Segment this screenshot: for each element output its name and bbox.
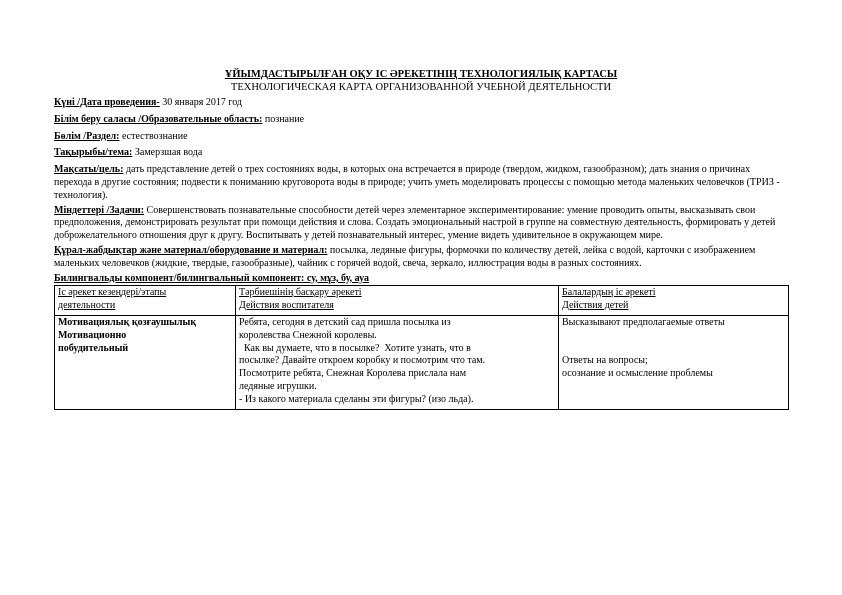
bilingual-label: Билингвальды компонент/билингвальный компонент: — [54, 272, 305, 284]
materials-label: Құрал-жабдықтар және материал/оборудование и материал: — [54, 244, 328, 256]
children-line: осознание и осмысление проблемы — [562, 368, 713, 380]
title-russian: ТЕХНОЛОГИЧЕСКАЯ КАРТА ОРГАНИЗОВАННОЙ УЧЕБНОЙ ДЕЯТЕЛЬНОСТИ — [230, 82, 612, 93]
header-teacher — [236, 286, 559, 316]
topic-line — [54, 147, 788, 160]
header-children — [559, 286, 789, 316]
date-line — [54, 97, 788, 110]
header-teacher-ru: Действия воспитателя — [239, 300, 334, 312]
teacher-line: посылке? Давайте откроем коробку и посмотрим что там. — [239, 355, 486, 367]
tasks-text: Совершенствовать познавательные способности детей через элементарное экспериментирование: умение проводить опыты, высказывать свои предположения, демонстрировать результат при помощи действия и слова. Создать эмоциональный настрой в группе на совместную деятельность, формировать у детей доброжелательного отношения друг к другу. Воспитывать у детей познавательный интерес, умение видеть удивительное в окружающем мире. — [54, 204, 776, 242]
bilingual-value: су, мұз, бу, ауа — [304, 272, 369, 284]
tasks-label: Міндеттері /Задачи: — [54, 204, 145, 216]
children-line — [562, 330, 785, 343]
materials-text: посылка, ледяные фигуры, формочки по количеству детей, лейка с водой, карточки с изображением маленьких человечков (жидкие, твердые, газообразные), чайник с горячей водой, свеча, зеркало, иллюстрация воды в разных состояниях. — [54, 244, 756, 269]
children-line: Высказывают предполагаемые ответы — [562, 316, 725, 328]
section-line — [54, 131, 788, 144]
stage-line: побудительный — [58, 342, 129, 354]
header-children-ru: Действия детей — [562, 300, 629, 312]
activity-table — [54, 285, 789, 409]
header-teacher-kz: Тәрбиешінің басқару әрекеті — [239, 287, 362, 299]
area-label: Білім беру саласы /Образовательные область: — [54, 113, 263, 125]
topic-value: Замерзшая вода — [132, 147, 203, 159]
header-stages-ru: деятельности — [58, 300, 116, 312]
title-kazakh: ҰЙЫМДАСТЫРЫЛҒАН ОҚУ ІС ӘРЕКЕТІНІҢ ТЕХНОЛОГИЯЛЫҚ КАРТАСЫ — [224, 69, 618, 80]
teacher-line: Посмотрите ребята, Снежная Королева прислала нам — [239, 368, 467, 380]
section-label: Бөлім /Раздел: — [54, 130, 120, 142]
header-children-kz: Балалардың іс әрекеті — [562, 287, 656, 299]
teacher-line: ледяные игрушки. — [239, 380, 317, 392]
teacher-line: Ребята, сегодня в детский сад пришла посылка из — [239, 316, 451, 328]
bilingual-line — [54, 273, 788, 286]
tasks-paragraph — [54, 205, 788, 243]
goal-label: Мақсаты/цель: — [54, 164, 124, 176]
children-line — [562, 343, 785, 356]
goal-paragraph — [54, 164, 788, 202]
children-line: Ответы на вопросы; — [562, 355, 648, 367]
table-row — [55, 315, 789, 409]
date-value: 30 января 2017 год — [159, 97, 243, 108]
materials-paragraph — [54, 245, 788, 271]
teacher-line: королевства Снежной королевы. — [239, 329, 377, 341]
table-header-row — [55, 286, 789, 316]
teacher-line: - Из какого материала сделаны эти фигуры? (изо льда). — [239, 393, 474, 405]
area-line — [54, 114, 788, 127]
area-value: познание — [262, 113, 305, 125]
stage-cell — [55, 315, 236, 409]
header-stages — [55, 286, 236, 316]
stage-line: Мотивационно — [58, 329, 127, 341]
date-label: Күні /Дата проведения- — [54, 97, 160, 108]
topic-label: Тақырыбы/тема: — [54, 147, 133, 159]
teacher-line: Как вы думаете, что в посылке? Хотите узнать, что в — [239, 342, 471, 354]
stage-line: Мотивациялық қозғаушылық — [58, 316, 197, 328]
children-cell — [559, 315, 789, 409]
teacher-cell — [236, 315, 559, 409]
document-page — [54, 68, 788, 410]
goal-text: дать представление детей о трех состояниях воды, в которых она встречается в природе (твердом, жидком, газообразном); дать знания о причинах перехода в другие состояния; подвести к пониманию круговорота воды в природе; учить уметь моделировать процессы с помощью метода маленьких человечков (ТРИЗ - технология). — [54, 164, 780, 201]
section-value: естествознание — [119, 130, 188, 142]
header-stages-kz: Іс әрекет кезеңдері/этапы — [58, 287, 167, 299]
